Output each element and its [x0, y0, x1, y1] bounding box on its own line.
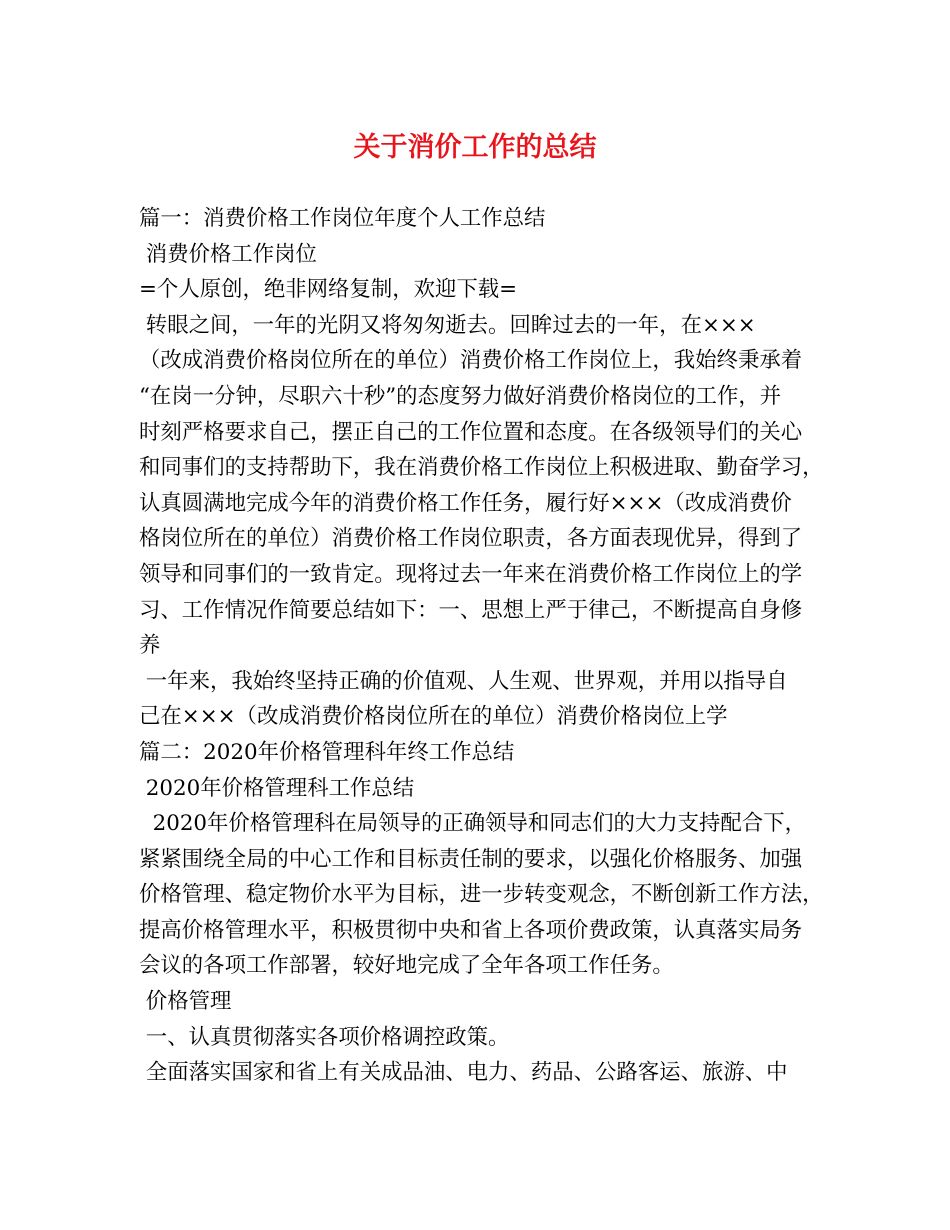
text-line: 习、工作情况作简要总结如下：一、思想上严于律己，不断提高自身修 — [139, 597, 803, 623]
text-line: 一年来，我始终坚持正确的价值观、人生观、世界观，并用以指导自 — [139, 668, 788, 694]
text-line: “在岗一分钟，尽职六十秒”的态度努力做好消费价格岗位的工作，并 — [139, 383, 782, 409]
text-line: 会议的各项工作部署，较好地完成了全年各项工作任务。 — [139, 953, 674, 979]
text-line: 养 — [139, 633, 161, 659]
document-title: 关于消价工作的总结 — [353, 132, 597, 163]
text-line: 格岗位所在的单位）消费价格工作岗位职责，各方面表现优异，得到了 — [139, 526, 803, 552]
text-line: 领导和同事们的一致肯定。现将过去一年来在消费价格工作岗位上的学 — [139, 561, 803, 587]
document-body — [139, 201, 824, 1091]
text-line: 全面落实国家和省上有关成品油、电力、药品、公路客运、旅游、中 — [139, 1060, 788, 1086]
text-line: =个人原创，绝非网络复制，欢迎下载= — [139, 277, 518, 303]
text-line: 价格管理 — [139, 989, 232, 1015]
text-line: 价格管理、稳定物价水平为目标，进一步转变观念，不断创新工作方法， — [139, 882, 824, 908]
text-line: 和同事们的支持帮助下，我在消费价格工作岗位上积极进取、勤奋学习， — [139, 455, 824, 481]
text-line: 2020年价格管理科工作总结 — [139, 775, 415, 801]
text-line: 一、认真贯彻落实各项价格调控政策。 — [139, 1024, 510, 1050]
text-line: 篇一：消费价格工作岗位年度个人工作总结 — [139, 206, 546, 231]
text-line: 消费价格工作岗位 — [139, 241, 317, 267]
text-line: 转眼之间，一年的光阴又将匆匆逝去。回眸过去的一年，在××× — [139, 312, 756, 338]
text-line: 时刻严格要求自己，摆正自己的工作位置和态度。在各级领导们的关心 — [139, 419, 803, 445]
text-line: 篇二：2020年价格管理科年终工作总结 — [139, 739, 515, 765]
text-line: 认真圆满地完成今年的消费价格工作任务，履行好×××（改成消费价 — [139, 490, 792, 516]
text-line: 提高价格管理水平，积极贯彻中央和省上各项价费政策，认真落实局务 — [139, 917, 803, 943]
text-line: 紧紧围绕全局的中心工作和目标责任制的要求，以强化价格服务、加强 — [139, 846, 803, 872]
text-line: 2020年价格管理科在局领导的正确领导和同志们的大力支持配合下， — [139, 811, 806, 837]
text-line: 己在×××（改成消费价格岗位所在的单位）消费价格岗位上学 — [139, 704, 728, 730]
text-line: （改成消费价格岗位所在的单位）消费价格工作岗位上，我始终秉承着 — [139, 348, 803, 374]
